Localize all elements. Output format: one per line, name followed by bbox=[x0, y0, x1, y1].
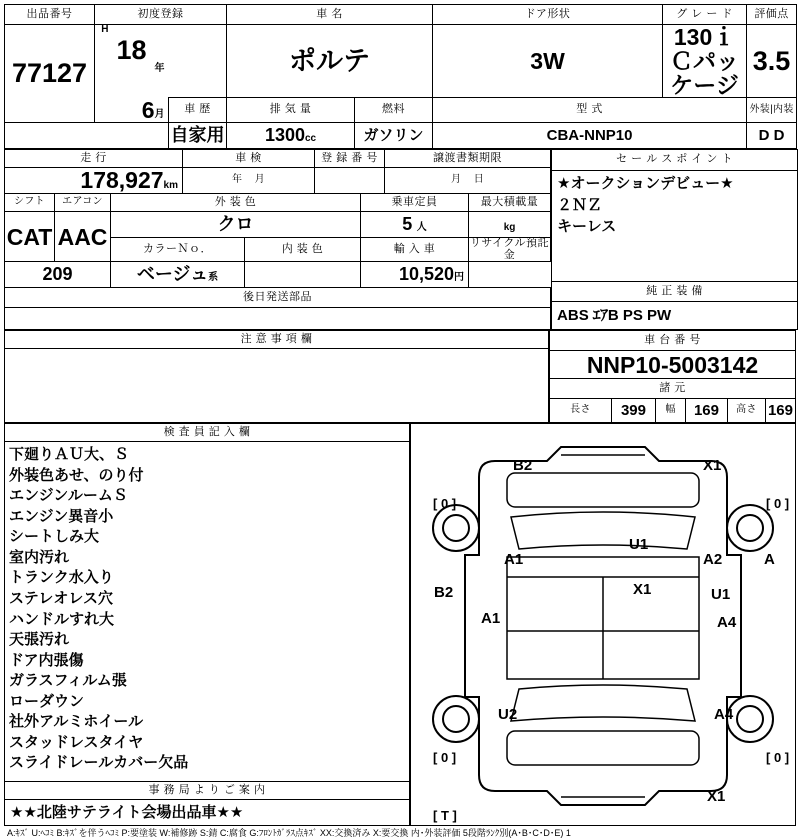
damage-mark: A2 bbox=[703, 550, 723, 568]
inspector-list bbox=[5, 442, 409, 774]
width-value: 169 bbox=[685, 399, 727, 423]
damage-mark: [ 0 ] bbox=[766, 749, 790, 765]
first-reg-label: 初度登録 bbox=[95, 5, 227, 25]
list-item: ローダウン bbox=[9, 692, 85, 710]
shift-value: CAT bbox=[5, 212, 55, 262]
max-load-value: kg bbox=[469, 212, 551, 238]
max-load-label: 最大積載量 bbox=[469, 194, 551, 212]
score-label: 評価点 bbox=[747, 5, 797, 25]
capacity-value: 5 人 bbox=[361, 212, 469, 238]
damage-mark: U1 bbox=[711, 585, 731, 603]
recycle-value: 10,520円 bbox=[361, 262, 469, 288]
sales-equipment-table bbox=[551, 149, 798, 330]
shaken-label: 車 検 bbox=[183, 150, 315, 168]
caution-body bbox=[5, 349, 549, 423]
damage-diagram bbox=[411, 425, 795, 825]
grade-dd-value: D D bbox=[747, 123, 797, 149]
capacity-label: 乗車定員 bbox=[361, 194, 469, 212]
damage-mark: A1 bbox=[481, 609, 501, 627]
aircon-label: エアコン bbox=[55, 194, 111, 212]
exterior-color-value: クロ bbox=[111, 212, 361, 238]
sales-point-body bbox=[552, 170, 798, 281]
fuel-value: ガソリン bbox=[355, 123, 433, 149]
list-item: 下廻りＡＵ大、Ｓ bbox=[9, 446, 130, 464]
damage-mark: A1 bbox=[504, 550, 524, 568]
caution-label: 注 意 事 項 欄 bbox=[5, 331, 549, 349]
first-reg-year: 18 bbox=[116, 34, 147, 65]
damage-mark: A bbox=[764, 550, 775, 568]
list-item: シートしみ大 bbox=[9, 528, 100, 546]
list-item: エンジン異音小 bbox=[9, 507, 114, 525]
interior-grade-label: 内装 bbox=[773, 103, 794, 115]
damage-mark: U2 bbox=[498, 705, 518, 723]
first-reg-month: 6 bbox=[141, 96, 155, 123]
list-item: ハンドルすれ大 bbox=[9, 610, 115, 628]
damage-mark: X1 bbox=[707, 787, 726, 805]
damage-mark: [ 0 ] bbox=[433, 495, 457, 511]
sales-line: ★オークションデビュー★ bbox=[557, 174, 734, 192]
car-name-label: 車 名 bbox=[227, 5, 433, 25]
mileage-label: 走 行 bbox=[5, 150, 183, 168]
office-label: 事 務 局 よ り ご 案 内 bbox=[5, 782, 410, 800]
aircon-value: AAC bbox=[55, 212, 111, 262]
reg-no-value bbox=[315, 168, 385, 194]
model-code-label: 型 式 bbox=[433, 98, 747, 123]
damage-mark: A4 bbox=[714, 705, 734, 723]
import-value bbox=[245, 262, 361, 288]
displacement-label: 排 気 量 bbox=[227, 98, 355, 123]
displacement-value: 1300cc bbox=[227, 123, 355, 149]
color-no-label: カラーＮｏ． bbox=[111, 238, 245, 262]
spec-label: 諸 元 bbox=[549, 379, 795, 399]
shaken-value: 年 月 bbox=[183, 168, 315, 194]
score-value: 3.5 bbox=[747, 25, 797, 98]
equipment-label: 純 正 装 備 bbox=[552, 281, 798, 302]
list-item: ドア内張傷 bbox=[9, 651, 84, 669]
grade-value: 130ｉ Ｃパッケージ bbox=[663, 25, 747, 98]
chassis-value: NNP10-5003142 bbox=[549, 350, 795, 378]
door-shape-label: ドア形状 bbox=[433, 5, 663, 25]
list-item: スライドレールカバー欠品 bbox=[9, 754, 189, 772]
inspector-table bbox=[4, 423, 410, 826]
height-value: 169 bbox=[765, 399, 795, 423]
history-label: 車 歴 bbox=[169, 98, 227, 123]
legend-note: A:ｷｽﾞ U:ﾍｺﾐ B:ｷｽﾞを伴うﾍｺﾐ P:要塗装 W:補修跡 S:錆 C:腐食 G:ﾌﾛﾝﾄｶﾞﾗｽ点ｷｽﾞ XX:交換済み X:要交換 内･外装評価 5段階ﾗﾝｸ別(A･B･C･D･E) 1 bbox=[7, 828, 571, 839]
later-parts-label: 後日発送部品 bbox=[5, 288, 551, 308]
list-item: ステレオレス穴 bbox=[9, 589, 113, 607]
first-reg-year-unit: 年 bbox=[154, 62, 165, 74]
reg-no-label: 登 録 番 号 bbox=[315, 150, 385, 168]
first-reg-era: H bbox=[101, 24, 109, 35]
import-label: 輸 入 車 bbox=[361, 238, 469, 262]
lot-number-value: 77127 bbox=[5, 25, 95, 123]
damage-mark: [ 0 ] bbox=[766, 495, 790, 511]
list-item: 室内汚れ bbox=[9, 548, 70, 566]
list-item: 天張汚れ bbox=[9, 631, 70, 649]
sales-line: ２ＮＺ bbox=[557, 196, 603, 214]
vehicle-detail-table bbox=[4, 149, 551, 330]
list-item: トランク水入り bbox=[9, 569, 114, 587]
mileage-value: 178,927km bbox=[5, 168, 183, 194]
chassis-table bbox=[549, 330, 796, 423]
interior-color-value: ベージュ系 bbox=[111, 262, 245, 288]
damage-mark: B2 bbox=[513, 456, 533, 474]
damage-mark: X1 bbox=[633, 580, 652, 598]
inspector-label: 検 査 員 記 入 欄 bbox=[5, 424, 410, 442]
damage-diagram-cell bbox=[411, 424, 796, 826]
color-no-value: 209 bbox=[5, 262, 111, 288]
list-item: スタッドレスタイヤ bbox=[9, 733, 144, 751]
list-item: 外装色あせ、のり付 bbox=[9, 466, 144, 484]
list-item: 社外アルミホイール bbox=[9, 713, 144, 731]
damage-mark: X1 bbox=[703, 456, 722, 474]
grade-label: グ レ ー ド bbox=[663, 5, 747, 25]
chassis-label: 車 台 番 号 bbox=[549, 331, 795, 351]
transfer-value: 月 日 bbox=[385, 168, 551, 194]
caution-chassis-section bbox=[4, 330, 796, 423]
sales-line: キーレス bbox=[557, 218, 617, 236]
door-shape-value: 3W bbox=[433, 25, 663, 98]
damage-mark: [ 0 ] bbox=[433, 749, 457, 765]
transfer-label: 譲渡書類期限 bbox=[385, 150, 551, 168]
caution-table bbox=[4, 330, 549, 423]
inspector-body bbox=[5, 442, 410, 782]
bottom-section bbox=[4, 423, 796, 826]
equipment-value: ABS ｴｱB PS PW bbox=[552, 302, 798, 330]
damage-mark: [ T ] bbox=[433, 807, 457, 823]
height-label: 高さ bbox=[727, 399, 765, 423]
exterior-grade-label: 外装 bbox=[749, 103, 771, 115]
mid-section bbox=[4, 149, 796, 330]
fuel-label: 燃料 bbox=[355, 98, 433, 123]
list-item: エンジンルームＳ bbox=[9, 487, 128, 505]
list-item: ガラスフィルム張 bbox=[9, 672, 127, 690]
recycle-label: リサイクル預託金 bbox=[470, 237, 549, 261]
car-outline-svg bbox=[411, 425, 795, 825]
damage-mark: U1 bbox=[629, 535, 649, 553]
later-parts-value bbox=[5, 308, 551, 330]
damage-mark: B2 bbox=[434, 583, 454, 601]
length-value: 399 bbox=[611, 399, 655, 423]
first-reg-month-unit: 月 bbox=[154, 109, 165, 121]
model-code-value: CBA-NNP10 bbox=[433, 123, 747, 149]
car-name-value: ポルテ bbox=[227, 25, 433, 98]
length-label: 長さ bbox=[549, 399, 611, 423]
interior-color-label: 内 装 色 bbox=[245, 238, 361, 262]
width-label: 幅 bbox=[655, 399, 685, 423]
sales-point-label: セ ー ル ス ポ イ ン ト bbox=[552, 150, 798, 171]
shift-label: シフト bbox=[5, 194, 55, 212]
header-table: 出品番号 初度登録 車 名 ドア形状 グ レ ー ド 評価点 77127 $^H$ 18 年 ポルテ 3W 130ｉ Ｃパッケージ 3.5 6 月 車 歴 排 気 量 燃料 型 式 外装|内装 自家用 1300cc ガソリン CBA-NNP10 D D bbox=[4, 4, 797, 149]
lot-number-label: 出品番号 bbox=[5, 5, 95, 25]
damage-diagram-table bbox=[410, 423, 796, 826]
history-value: 自家用 bbox=[169, 123, 227, 149]
damage-mark: A4 bbox=[717, 613, 737, 631]
office-note: ★★北陸サテライト会場出品車★★ bbox=[5, 800, 410, 826]
exterior-color-label: 外 装 色 bbox=[111, 194, 361, 212]
